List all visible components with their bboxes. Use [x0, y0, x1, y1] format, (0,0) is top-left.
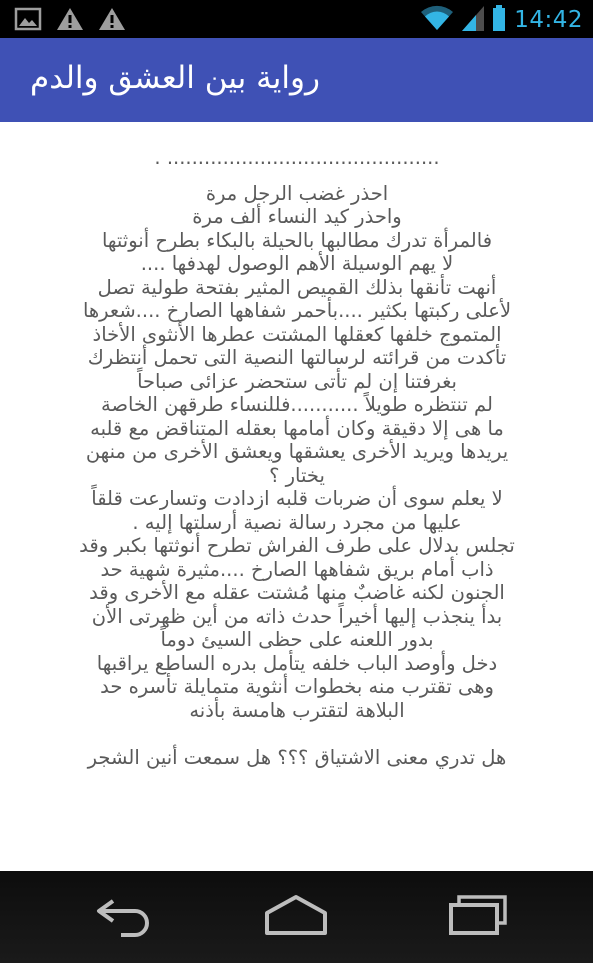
- text-line: لأعلى ركبتها بكثير ....بأحمر شفاهها الصارخ ....شعرها: [82, 299, 512, 322]
- text-line: احذر غضب الرجل مرة: [205, 181, 389, 205]
- text-line: تأكدت من قرائته لرسالتها النصية التى تحمل أنتظرك: [87, 346, 507, 369]
- separator-line: ............................................ .: [154, 146, 440, 169]
- text-line: فالمرأة تدرك مطالبها بالحيلة بالبكاء بطرح أنوثتها: [101, 228, 493, 252]
- home-button[interactable]: [256, 889, 336, 945]
- text-line: أنهت تأنقها بذلك القميص المثير بفتحة طولية تصل: [97, 275, 497, 299]
- clock: 14:42: [514, 7, 583, 33]
- recents-button[interactable]: [438, 889, 518, 945]
- system-status: [420, 4, 583, 36]
- story-text: [24, 146, 570, 770]
- home-icon: [261, 893, 331, 941]
- text-line: تجلس بدلال على طرف الفراش تطرح أنوثتها بكبر وقد: [79, 534, 515, 557]
- text-line: يختار ؟: [269, 463, 325, 487]
- notification-icons: [14, 6, 126, 32]
- text-line: لا يهم الوسيلة الأهم الوصول لهدفها ....: [140, 252, 454, 275]
- text-line: وهى تقترب منه بخطوات أنثوية متمايلة تأسره حد: [100, 675, 494, 698]
- status-bar: [0, 0, 593, 38]
- signal-icon: [462, 4, 484, 36]
- text-line: لا يعلم سوى أن ضربات قلبه ازدادت وتسارعت قلقاً: [91, 487, 503, 510]
- back-icon: [91, 893, 157, 941]
- text-line: واحذر كيد النساء ألف مرة: [192, 205, 402, 228]
- wifi-icon: [420, 4, 454, 36]
- text-line: لم تنتظره طويلاً ...........فللنساء طرقهن الخاصة: [101, 393, 493, 416]
- text-line: بدأ ينجذب إليها أخيراً حدث ذاته من أين ظهرتى الأن: [91, 604, 503, 628]
- text-line: عليها من مجرد رسالة نصية أرسلتها إليه .: [132, 510, 462, 534]
- story-content[interactable]: [0, 122, 593, 871]
- battery-icon: [492, 4, 506, 36]
- warning-icon: [56, 6, 84, 32]
- app-bar: [0, 38, 593, 122]
- text-line: ذاب أمام بريق شفاهها الصارخ ....مثيرة شهية حد: [100, 557, 494, 581]
- text-line: البلاهة لتقترب هامسة بأذنه: [189, 698, 405, 722]
- text-line: المتموج خلفها كعقلها المشتت عطرها الأنثوى الأخاذ: [92, 322, 502, 346]
- image-icon: [14, 6, 42, 32]
- text-line: بدور اللعنه على حظى السيئ دوماً: [160, 628, 434, 651]
- warning-icon: [98, 6, 126, 32]
- navigation-bar: [0, 871, 593, 963]
- recents-icon: [445, 893, 511, 941]
- text-line: دخل وأوصد الباب خلفه يتأمل بدره الساطع يراقبها: [96, 651, 498, 675]
- text-line: بغرفتنا إن لم تأتى ستحضر عزائى صباحاً: [137, 369, 457, 393]
- text-line: ما هى إلا دقيقة وكان أمامها بعقله المتناقض مع قلبه: [90, 416, 504, 440]
- app-title: رواية بين العشق والدم: [30, 60, 320, 96]
- text-line: الجنون لكنه غاضبٌ منها مُشتت عقله مع الأخرى وقد: [89, 581, 505, 604]
- back-button[interactable]: [84, 889, 164, 945]
- text-line: هل تدري معنى الاشتياق ؟؟؟ هل سمعت أنين الشجر: [87, 746, 507, 769]
- text-line: يريدها ويريد الأخرى يعشقها ويعشق الأخرى من منهن: [85, 440, 509, 463]
